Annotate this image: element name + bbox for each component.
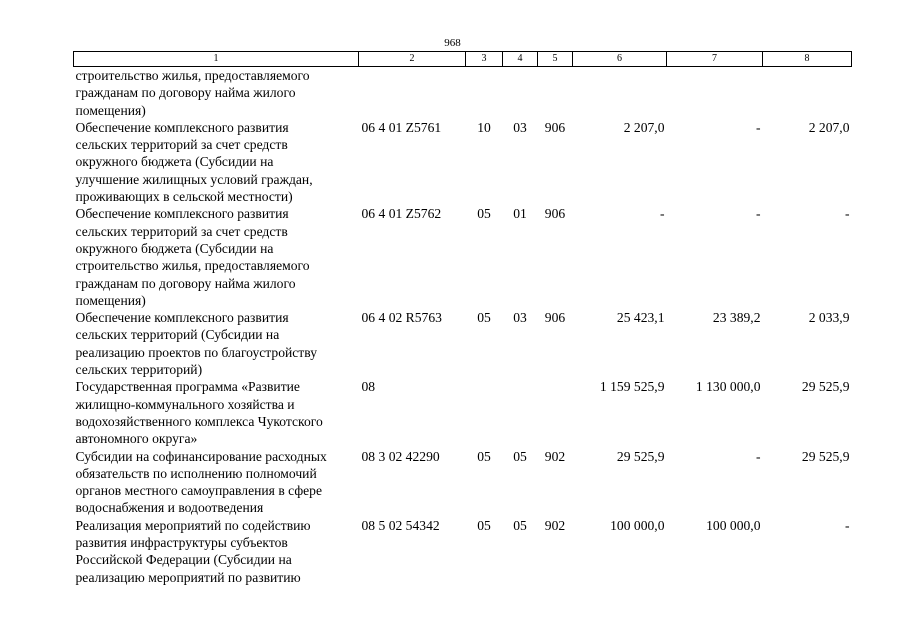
total-cell: [573, 67, 667, 119]
column-header-2: 2: [359, 52, 466, 67]
federal-cell: -: [755, 448, 761, 464]
name-line: реализацию мероприятий по развитию: [75, 569, 301, 585]
table-body: [74, 67, 852, 586]
column-header-6: 6: [573, 52, 667, 67]
name-line: органов местного самоуправления в сфере: [75, 483, 323, 499]
name-line: сельских территорий (Субсидии на: [75, 327, 280, 343]
name-line: проживающих в сельской местности): [75, 189, 293, 205]
name-line: строительство жилья, предоставляемого: [75, 68, 310, 83]
subsection-cell: 05: [513, 517, 527, 533]
name-line: водохозяйственного комплекса Чукотского: [75, 413, 323, 429]
federal-cell: [667, 67, 763, 119]
federal-cell: 1 130 000,0: [695, 379, 761, 395]
code-cell: 06 4 02 R5763: [361, 310, 442, 326]
name-line: водоснабжения и водоотведения: [75, 500, 264, 516]
table-row: [74, 119, 852, 205]
code-cell: [359, 67, 466, 119]
column-header-8: 8: [763, 52, 852, 67]
regional-cell: -: [844, 206, 850, 222]
name-line: Обеспечение комплексного развития: [75, 206, 289, 222]
section-cell: 10: [477, 119, 491, 135]
budget-table: [73, 51, 852, 586]
ministry-cell: [538, 378, 573, 447]
subsection-cell: 01: [513, 206, 527, 222]
code-cell: 08 3 02 42290: [361, 448, 440, 464]
table-row: [74, 67, 852, 119]
ministry-cell: [538, 67, 573, 119]
regional-cell: 29 525,9: [801, 379, 850, 395]
regional-cell: 2 207,0: [808, 119, 850, 135]
name-cell: [74, 378, 359, 447]
section-cell: 05: [477, 448, 491, 464]
name-line: гражданам по договору найма жилого: [75, 85, 296, 101]
name-line: Субсидии на софинансирование расходных: [75, 448, 327, 464]
federal-cell: -: [755, 206, 761, 222]
name-line: Государственная программа «Развитие: [75, 379, 300, 395]
table-row: [74, 517, 852, 586]
code-cell: 08: [361, 379, 376, 395]
table-row: [74, 309, 852, 378]
code-cell: 06 4 01 Z5762: [361, 206, 442, 222]
name-line: сельских территорий за счет средств: [75, 137, 288, 153]
federal-cell: 100 000,0: [706, 517, 761, 533]
name-line: Обеспечение комплексного развития: [75, 310, 289, 326]
page-number: 968: [444, 37, 461, 49]
name-line: Российской Федерации (Субсидии на: [75, 552, 292, 568]
subsection-cell: 05: [513, 448, 527, 464]
section-cell: 05: [477, 517, 491, 533]
name-cell: [74, 119, 359, 205]
name-line: развития инфраструктуры субъектов: [75, 535, 288, 551]
name-cell: [74, 517, 359, 586]
ministry-cell: 906: [544, 310, 566, 326]
table-row: [74, 378, 852, 447]
column-header-7: 7: [667, 52, 763, 67]
column-header-4: 4: [503, 52, 538, 67]
name-cell: [74, 309, 359, 378]
total-cell: 29 525,9: [616, 448, 665, 464]
table-row: [74, 205, 852, 309]
name-line: сельских территорий): [75, 362, 203, 378]
name-line: помещения): [75, 292, 146, 308]
name-line: окружного бюджета (Субсидии на: [75, 154, 274, 170]
name-line: Обеспечение комплексного развития: [75, 119, 289, 135]
total-cell: 25 423,1: [616, 310, 665, 326]
regional-cell: 29 525,9: [801, 448, 850, 464]
column-header-3: 3: [466, 52, 503, 67]
name-line: Реализация мероприятий по содействию: [75, 517, 311, 533]
section-cell: [466, 378, 503, 447]
subsection-cell: [503, 67, 538, 119]
regional-cell: [763, 67, 852, 119]
regional-cell: -: [844, 517, 850, 533]
column-header-5: 5: [538, 52, 573, 67]
subsection-cell: 03: [513, 119, 527, 135]
name-line: жилищно-коммунального хозяйства и: [75, 396, 295, 412]
regional-cell: 2 033,9: [808, 310, 850, 326]
name-line: окружного бюджета (Субсидии на: [75, 240, 274, 256]
table-row: [74, 448, 852, 517]
name-cell: [74, 205, 359, 309]
section-cell: 05: [477, 310, 491, 326]
name-line: улучшение жилищных условий граждан,: [75, 171, 313, 187]
federal-cell: -: [755, 119, 761, 135]
subsection-cell: 03: [513, 310, 527, 326]
section-cell: 05: [477, 206, 491, 222]
name-line: гражданам по договору найма жилого: [75, 275, 296, 291]
ministry-cell: 902: [544, 448, 566, 464]
total-cell: 100 000,0: [610, 517, 665, 533]
name-line: обязательств по исполнению полномочий: [75, 465, 317, 481]
name-cell: [74, 448, 359, 517]
ministry-cell: 906: [544, 206, 566, 222]
ministry-cell: 906: [544, 119, 566, 135]
name-cell: [74, 67, 359, 119]
name-line: сельских территорий за счет средств: [75, 223, 288, 239]
total-cell: -: [659, 206, 665, 222]
code-cell: 06 4 01 Z5761: [361, 119, 442, 135]
header-row: [74, 52, 852, 67]
ministry-cell: 902: [544, 517, 566, 533]
name-line: строительство жилья, предоставляемого: [75, 258, 310, 274]
total-cell: 1 159 525,9: [599, 379, 665, 395]
name-line: автономного округа»: [75, 431, 198, 447]
total-cell: 2 207,0: [623, 119, 665, 135]
code-cell: 08 5 02 54342: [361, 517, 440, 533]
section-cell: [466, 67, 503, 119]
name-line: помещения): [75, 102, 146, 118]
name-line: реализацию проектов по благоустройству: [75, 344, 317, 360]
federal-cell: 23 389,2: [712, 310, 761, 326]
column-header-1: 1: [74, 52, 359, 67]
subsection-cell: [503, 378, 538, 447]
